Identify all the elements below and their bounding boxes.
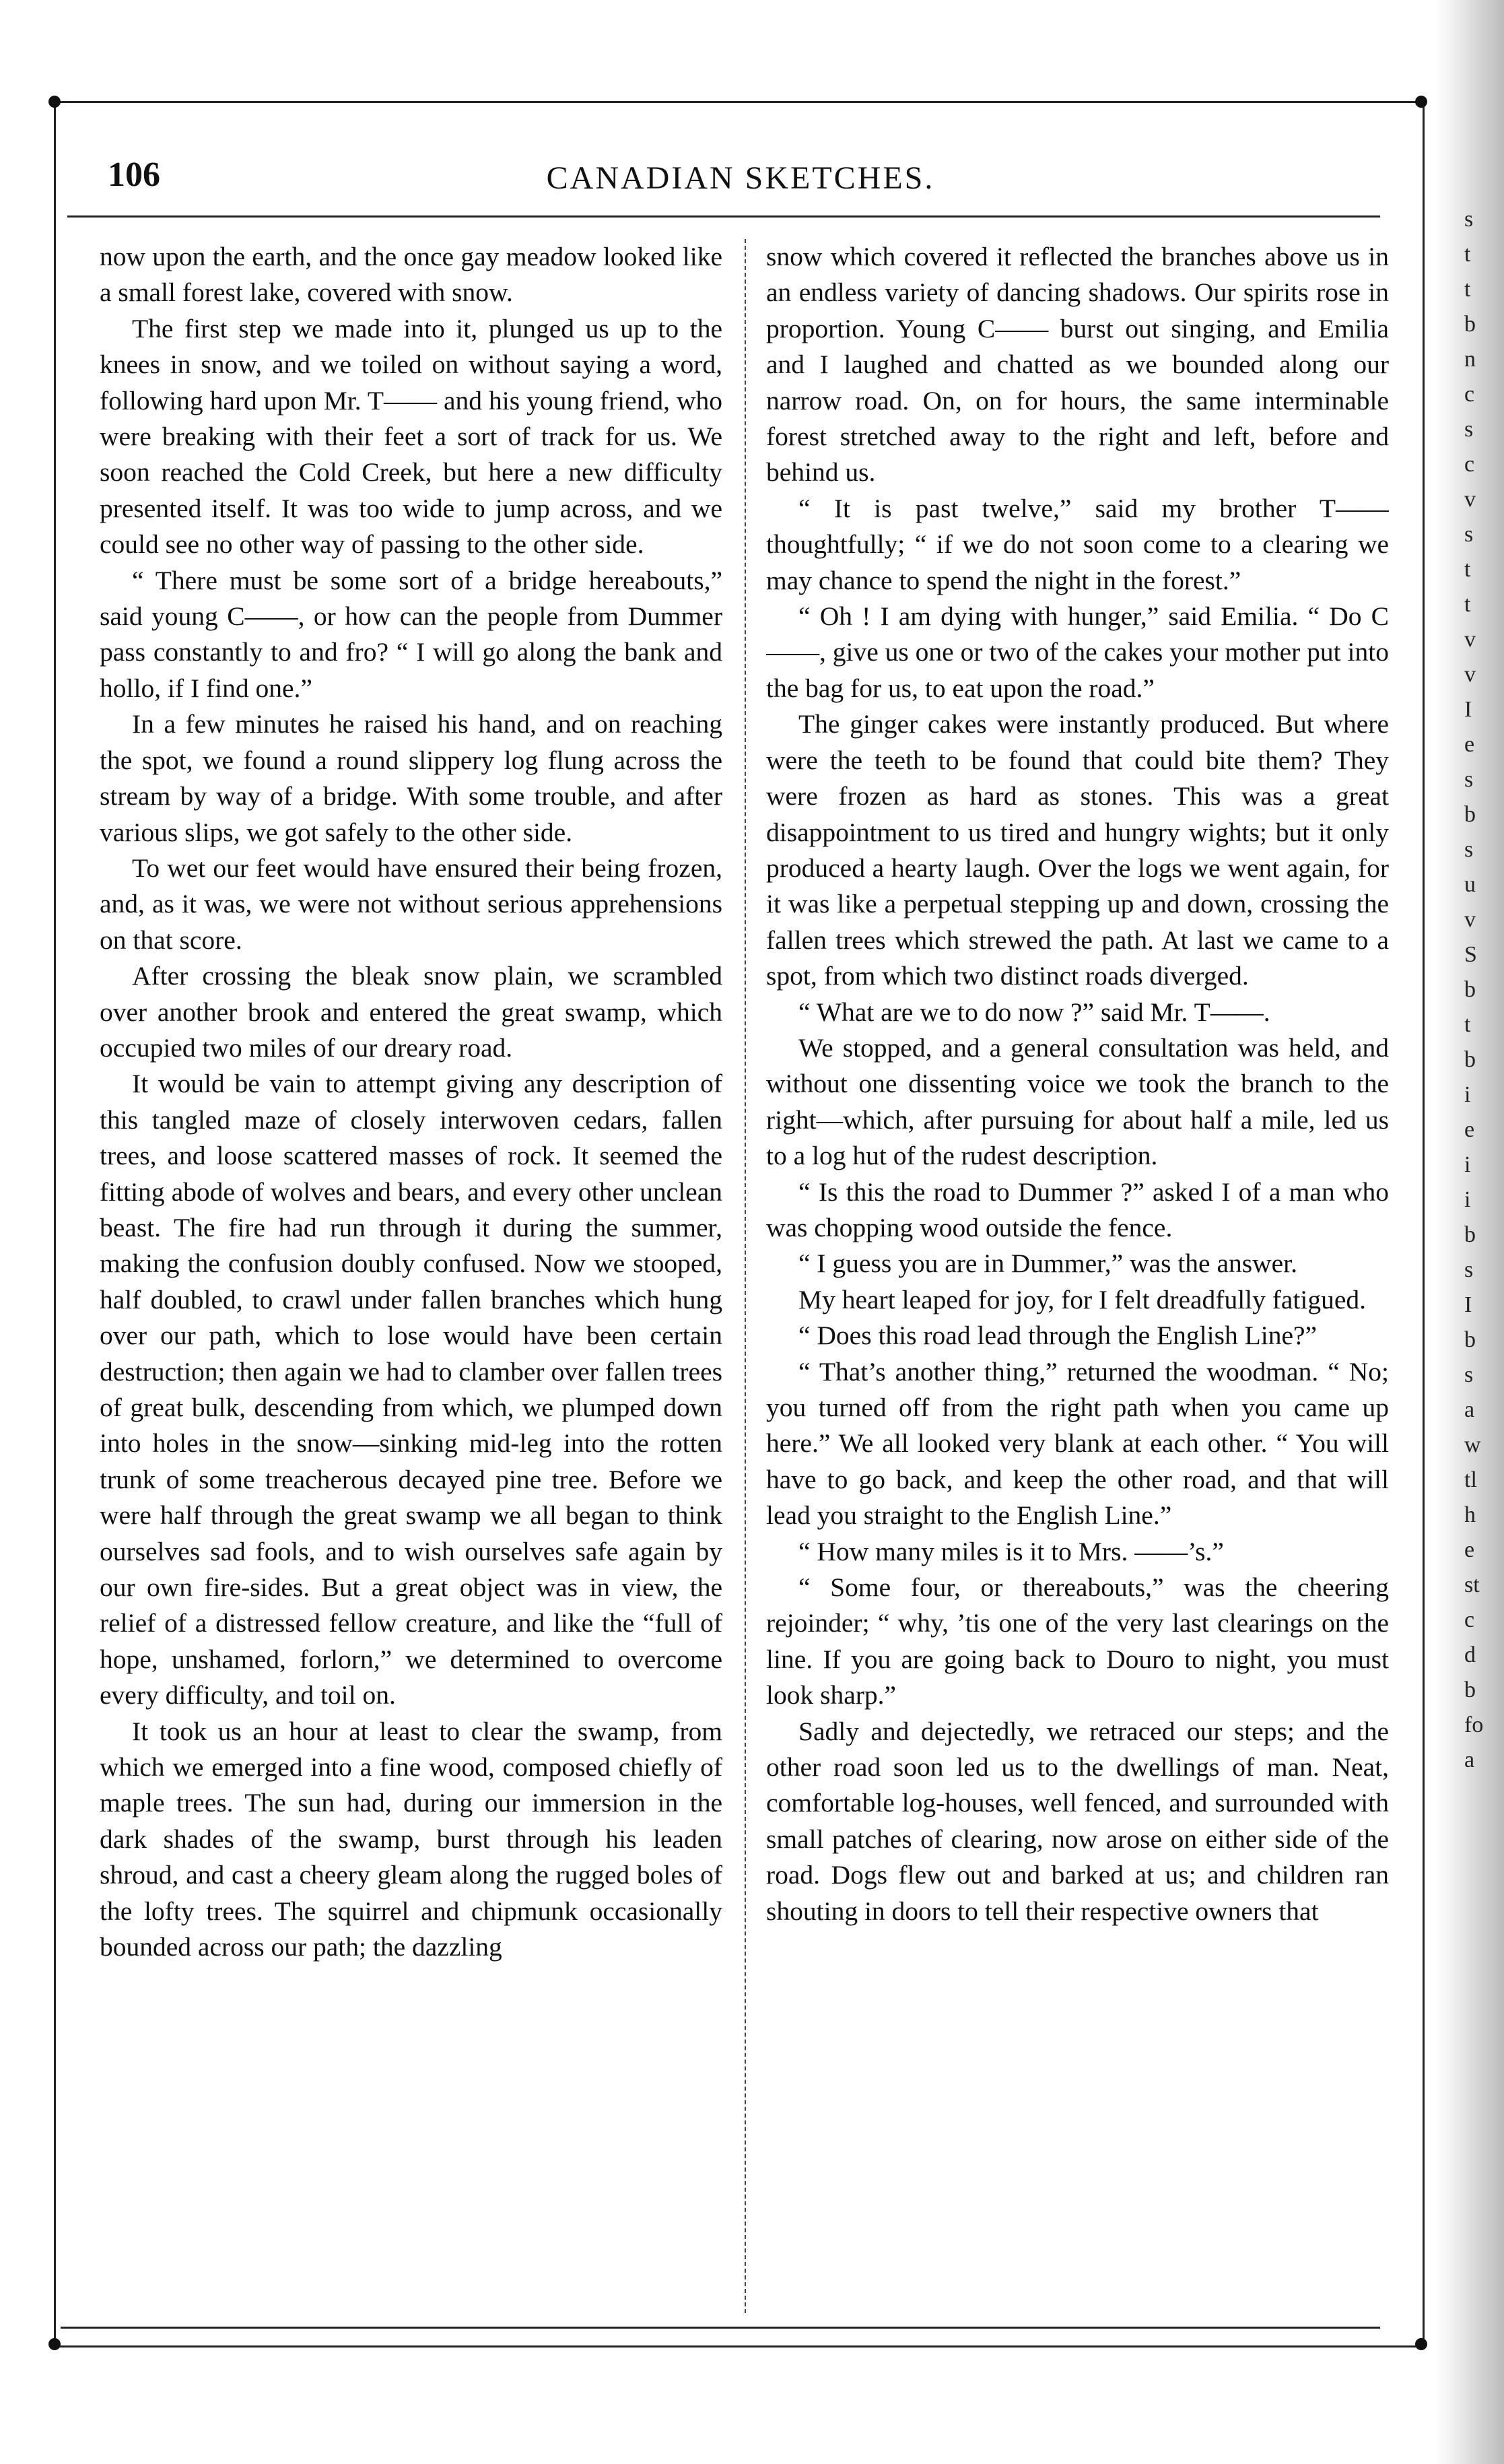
left-column [100, 239, 722, 2313]
bleed-letter: s [1464, 522, 1474, 547]
corner-ornament-top-right [1415, 96, 1427, 108]
column-divider [745, 239, 746, 2313]
bleed-letter: v [1464, 662, 1476, 687]
bleed-letter: S [1464, 942, 1477, 967]
corner-ornament-bottom-right [1415, 2338, 1427, 2350]
page-header [81, 145, 1400, 205]
bleed-letter: a [1464, 1747, 1475, 1772]
bleed-letter: u [1464, 872, 1476, 897]
bleed-letter: b [1464, 977, 1476, 1002]
bleed-letter: i [1464, 1187, 1471, 1212]
bleed-letter: i [1464, 1152, 1471, 1177]
bleed-letter: e [1464, 732, 1475, 757]
bleed-letter: b [1464, 1222, 1476, 1247]
paragraph: “ Some four, or thereabouts,” was the cheering rejoinder; “ why, ’tis one of the very last clearings on the line. If you are going back to Douro to night, you must look sharp.” [766, 1572, 1389, 1710]
bleed-letter: t [1464, 592, 1471, 617]
bleed-letter: s [1464, 207, 1474, 232]
bleed-letter: c [1464, 382, 1475, 407]
footer-rule [61, 2327, 1380, 2329]
bleed-letter: w [1464, 1432, 1481, 1457]
bleed-letter: fo [1464, 1712, 1484, 1737]
bleed-letter: e [1464, 1537, 1475, 1562]
bleed-letter: s [1464, 767, 1474, 792]
paragraph: It took us an hour at least to clear the swamp, from which we emerged into a fine wood, composed chiefly of maple trees. The sun had, during our immersion in the dark shades of the swamp, burst through his leaden shroud, and cast a cheery gleam along the rugged boles of the lofty trees. The squirrel and chipmunk occasionally bounded across our path; the dazzling [100, 1716, 722, 1962]
facing-page-bleed-text [1464, 202, 1498, 1778]
header-rule [67, 215, 1380, 218]
paragraph: My heart leaped for joy, for I felt dreadfully fatigued. [798, 1284, 1367, 1314]
bleed-letter: t [1464, 242, 1471, 267]
bleed-letter: d [1464, 1642, 1476, 1667]
page-number: 106 [108, 156, 160, 194]
paragraph: “ Does this road lead through the English Line?” [798, 1321, 1318, 1351]
bleed-letter: h [1464, 1502, 1476, 1527]
paragraph: The ginger cakes were instantly produced. But where were the teeth to be found that could bite them? They were frozen as hard as stones. This was a great disappointment to us tired and hungry wights; but it only produced a hearty laugh. Over the logs we went again, for it was like a perpetual stepping up and down, crossing the fallen trees which strewed the path. At last we came to a spot, from which two distinct roads diverged. [766, 709, 1389, 991]
corner-ornament-bottom-left [48, 2338, 61, 2350]
paragraph: “ What are we to do now ?” said Mr. T——. [798, 997, 1270, 1027]
bleed-letter: v [1464, 907, 1476, 932]
bleed-letter: e [1464, 1117, 1475, 1142]
bleed-letter: s [1464, 837, 1474, 862]
bleed-letter: b [1464, 312, 1476, 337]
paragraph: “ Oh ! I am dying with hunger,” said Emilia. “ Do C——, give us one or two of the cakes your mother put into the bag for us, to eat upon the road.” [766, 601, 1389, 703]
paragraph: We stopped, and a general consultation was held, and without one dissenting voice we took the branch to the right—which, after pursuing for about half a mile, led us to a log hut of the rudest description. [766, 1032, 1389, 1171]
paragraph: To wet our feet would have ensured their being frozen, and, as it was, we were not without serious apprehensions on that score. [100, 853, 722, 955]
running-title: CANADIAN SKETCHES. [546, 160, 935, 196]
paragraph: It would be vain to attempt giving any description of this tangled maze of closely interwoven cedars, fallen trees, and loose scattered masses of rock. It seemed the fitting abode of wolves and bears, and every other unclean beast. The fire had run through it during the summer, making the confusion doubly confused. Now we stooped, half doubled, to crawl under fallen branches which hung over our path, which to lose would have been certain destruction; then again we had to clamber over fallen trees of great bulk, descending from which, we plumped down into holes in the snow—sinking mid-leg into the rotten trunk of some treacherous decayed pine tree. Before we were half through the great swamp we all began to think ourselves sad fools, and to wish ourselves safe again by our own fire-sides. But a great object was in view, the relief of a distressed fellow creature, and like the “full of hope, unshamed, forlorn,” we determined to overcome every difficulty, and toil on. [100, 1069, 722, 1710]
paragraph: “ That’s another thing,” returned the woodman. “ No; you turned off from the right path when you came up here.” We all looked very blank at each other. “ You will have to go back, and keep the other road, and that will lead you straight to the English Line.” [766, 1356, 1389, 1531]
bleed-letter: t [1464, 557, 1471, 582]
bleed-letter: tl [1464, 1467, 1477, 1492]
bleed-letter: i [1464, 1082, 1471, 1107]
paragraph: In a few minutes he raised his hand, and on reaching the spot, we found a round slippery log flung across the stream by way of a bridge. With some trouble, and after various slips, we got safely to the other side. [100, 709, 722, 847]
paragraph: “ I guess you are in Dummer,” was the answer. [798, 1248, 1298, 1279]
bleed-letter: b [1464, 1677, 1476, 1702]
bleed-letter: s [1464, 417, 1474, 442]
paragraph: The first step we made into it, plunged us up to the knees in snow, and we toiled on without saying a word, following hard upon Mr. T—— and his young friend, who were breaking with their feet a sort of track for us. We soon reached the Cold Creek, but here a new difficulty presented itself. It was too wide to jump across, and we could see no other way of passing to the other side. [100, 313, 722, 560]
bleed-letter: st [1464, 1572, 1480, 1597]
paragraph: “ There must be some sort of a bridge hereabouts,” said young C——, or how can the people from Dummer pass constantly to and fro? “ I will go along the bank and hollo, if I find one.” [100, 565, 722, 703]
paragraph: “ Is this the road to Dummer ?” asked I of a man who was chopping wood outside the fence. [766, 1176, 1389, 1242]
paragraph: snow which covered it reflected the branches above us in an endless variety of dancing shadows. Our spirits rose in proportion. Young C—— burst out singing, and Emilia and I laughed and chatted as we bounded along our narrow road. On, on for hours, the same interminable forest stretched away to the right and left, before and behind us. [766, 242, 1389, 488]
bleed-letter: s [1464, 1362, 1474, 1387]
paragraph: now upon the earth, and the once gay meadow looked like a small forest lake, covered with snow. [100, 242, 722, 308]
paragraph: “ It is past twelve,” said my brother T—— thoughtfully; “ if we do not soon come to a clearing we may chance to spend the night in the forest.” [766, 493, 1389, 595]
bleed-letter: t [1464, 277, 1471, 302]
bleed-letter: t [1464, 1012, 1471, 1037]
paragraph: After crossing the bleak snow plain, we scrambled over another brook and entered the great swamp, which occupied two miles of our dreary road. [100, 961, 722, 1063]
bleed-letter: I [1464, 697, 1472, 722]
bleed-letter: n [1464, 347, 1476, 372]
bleed-letter: s [1464, 1257, 1474, 1282]
bleed-letter: c [1464, 452, 1475, 477]
right-column [766, 239, 1389, 2313]
bleed-letter: v [1464, 487, 1476, 512]
bleed-letter: b [1464, 1047, 1476, 1072]
bleed-letter: c [1464, 1607, 1475, 1632]
bleed-letter: a [1464, 1397, 1475, 1422]
bleed-letter: b [1464, 802, 1476, 827]
paragraph: Sadly and dejectedly, we retraced our steps; and the other road soon led us to the dwellings of man. Neat, comfortable log-houses, well fenced, and surrounded with small patches of clearing, now arose on either side of the road. Dogs flew out and barked at us; and children ran shouting in doors to tell their respective owners that [766, 1716, 1389, 1926]
paragraph: “ How many miles is it to Mrs. ——’s.” [798, 1536, 1224, 1566]
bleed-letter: b [1464, 1327, 1476, 1352]
bleed-letter: I [1464, 1292, 1472, 1317]
bleed-letter: v [1464, 627, 1476, 652]
corner-ornament-top-left [48, 96, 61, 108]
